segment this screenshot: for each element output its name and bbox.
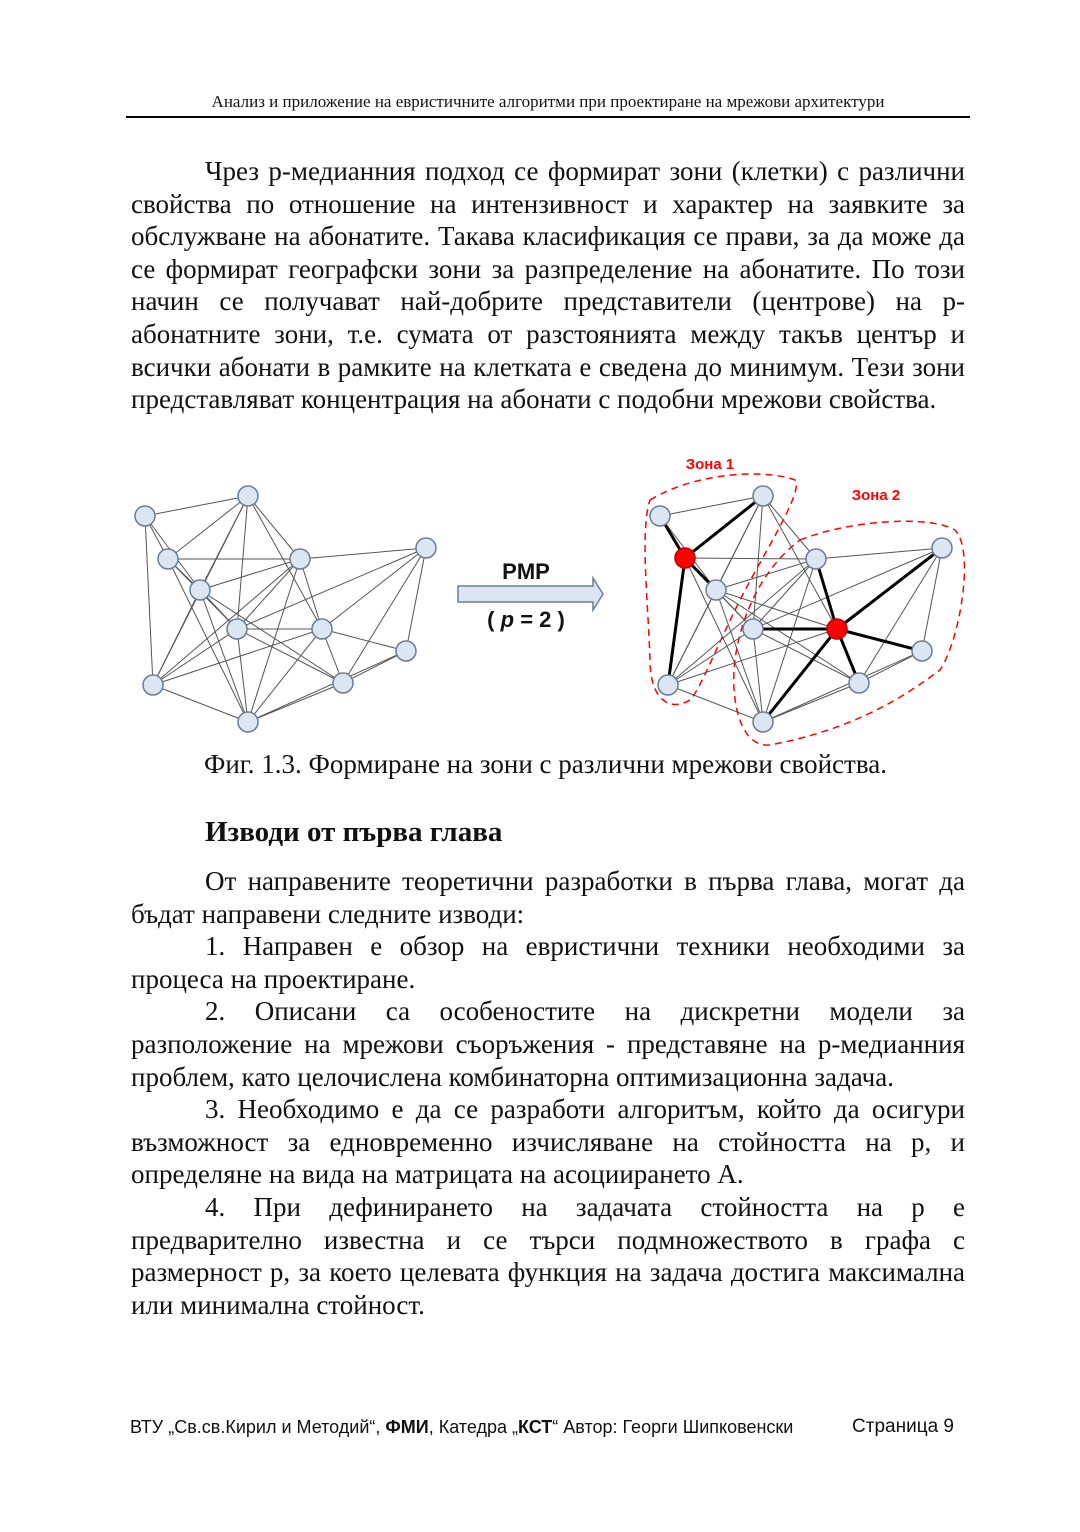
section-heading: Изводи от първа глава: [205, 816, 503, 848]
right-node: [658, 675, 678, 695]
right-node: [932, 538, 952, 558]
left-node: [190, 580, 210, 600]
zone-1-label: Зона 1: [685, 456, 735, 473]
left-node: [143, 675, 163, 695]
left-node: [416, 538, 436, 558]
left-node: [238, 486, 258, 506]
network-diagram: [120, 450, 980, 750]
zone-2-center-node: [827, 619, 847, 639]
conclusion-item: 3. Необходимо е да се разработи алгоритъм, който да осигури възможност за едновременно изчисляване на стойността на p, и определяне на вида на матрицата на асоциирането A.: [131, 1094, 965, 1190]
footer-author-line: ВТУ „Св.св.Кирил и Методий“, ФМИ, Катедра „КСТ“ Автор: Георги Шипковенски: [130, 1417, 794, 1437]
left-node: [238, 712, 258, 732]
zone-1-center-node: [675, 548, 695, 568]
right-node: [806, 549, 826, 569]
conclusion-item: 4. При дефинирането на задачата стойността на p е предварително известна и се търси подмножеството в графа с размерност p, за което целевата функция на задача достига максимална или минимална стойност.: [131, 1191, 965, 1320]
left-node: [290, 549, 310, 569]
right-node: [753, 486, 773, 506]
right-graph-center-links: [660, 496, 942, 722]
right-graph-edges: [660, 496, 942, 722]
figure-caption: Фиг. 1.3. Формиране на зони с различни мрежови свойства.: [204, 749, 887, 779]
left-node: [158, 549, 178, 569]
right-node: [650, 506, 670, 526]
left-node: [227, 619, 247, 639]
conclusions-intro: От направените теоретични разработки в първа глава, могат да бъдат направени следните изводи:: [131, 866, 965, 929]
right-node: [743, 619, 763, 639]
left-node: [312, 619, 332, 639]
zone-2-label: Зона 2: [851, 487, 901, 504]
conclusion-item: 2. Описани са особеностите на дискретни модели за разположение на мрежови съоръжения - представяне на p-медианния проблем, като целочислена комбинаторна оптимизационна задача.: [131, 996, 965, 1092]
conclusions-body: [131, 865, 965, 1321]
conclusion-item: 1. Направен е обзор на евристични техники необходими за процеса на проектиране.: [131, 931, 965, 994]
pmp-label: PMP: [502, 559, 550, 584]
running-header: Анализ и приложение на евристичните алгоритми при проектиране на мрежови архитектури: [211, 92, 885, 111]
page-number: Страница 9: [852, 1416, 954, 1437]
left-node: [135, 506, 155, 526]
figure-network-zones: [120, 450, 980, 750]
right-node: [753, 712, 773, 732]
right-node: [912, 641, 932, 661]
right-node: [706, 580, 726, 600]
right-node: [849, 673, 869, 693]
header-rule: [126, 116, 970, 118]
left-node: [396, 641, 416, 661]
pmp-parameter: ( p = 2 ): [487, 607, 565, 632]
intro-paragraph: Чрез p-медианния подход се формират зони (клетки) с различни свойства по отношение на интензивност и характер на заявките за обслужване на абонатите. Такава класификация се прави, за да може да се формират географски зони за разпределение на абонатите. По този начин се получават най-добрите представители (центрове) на p-абонатните зони, т.е. сумата от разстоянията между такъв център и всички абонати в рамките на клетката е сведена до минимум. Тези зони представляват концентрация на абонати с подобни мрежови свойства.: [131, 156, 965, 415]
left-graph-edges: [145, 496, 426, 722]
left-node: [333, 673, 353, 693]
